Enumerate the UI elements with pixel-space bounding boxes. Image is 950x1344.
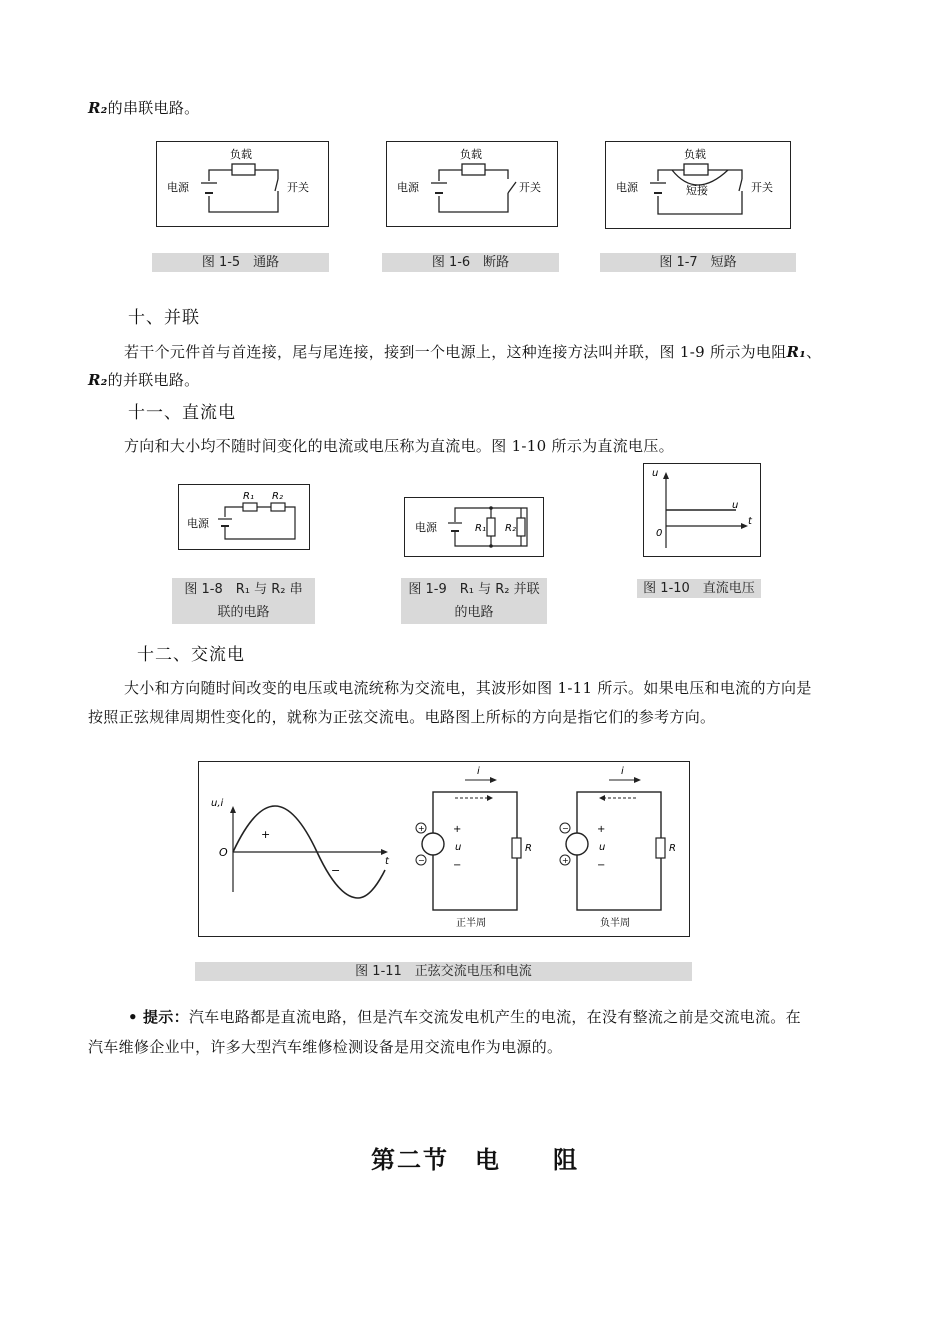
caption-1-5: 图 1-5 通路	[152, 253, 329, 272]
figure-1-9	[404, 497, 544, 557]
load-label: 负载	[460, 148, 482, 161]
figure-1-5	[156, 141, 329, 227]
source-label: 电源	[167, 181, 189, 194]
negative-half-circuit	[560, 766, 676, 929]
svg-text:−: −	[418, 856, 425, 865]
series-label: u	[732, 500, 739, 511]
figure-1-10	[643, 463, 761, 557]
r2-symbol: R₂	[88, 371, 108, 389]
figure-1-8	[178, 484, 310, 550]
switch-closed	[275, 179, 278, 191]
caption-1-8-line2: 联的电路	[217, 605, 270, 620]
positive-half-circuit	[416, 766, 532, 929]
load-label: 负载	[684, 148, 706, 161]
voltage-label: u	[455, 842, 462, 853]
caption-1-8	[172, 578, 315, 624]
intro-text: 的串联电路。	[107, 99, 200, 117]
svg-text:u: u	[599, 842, 606, 853]
switch-label: 开关	[751, 181, 773, 194]
y-label: u	[652, 468, 659, 479]
caption-1-8-line1: 图 1-8 R₁ 与 R₂ 串	[184, 582, 303, 597]
heading-ac: 十二、交流电	[137, 645, 245, 665]
y-label: u,i	[211, 798, 224, 809]
svg-text:R: R	[669, 843, 676, 854]
parallel-paragraph-line2	[88, 366, 199, 395]
positive-half-sign: +	[261, 828, 271, 841]
svg-text:−: −	[453, 860, 462, 871]
tip-line2: 汽车维修企业中，许多大型汽车维修检测设备是用交流电作为电源的。	[88, 1038, 563, 1056]
negative-half-sign: −	[331, 864, 341, 877]
tip-label: 提示：	[142, 1008, 189, 1026]
source-label: 电源	[616, 181, 638, 194]
resistor-r2	[271, 503, 285, 511]
r1-label: R₁	[243, 491, 254, 502]
svg-text:i: i	[621, 766, 624, 777]
tip-bullet: •	[128, 1008, 138, 1026]
x-label: t	[385, 856, 389, 867]
resistor-label: R	[525, 843, 532, 854]
ac-paragraph-line2: 按照正弦规律周期性变化的，就称为正弦交流电。电路图上所标的方向是指它们的参考方向。	[88, 708, 716, 726]
load-resistor	[684, 164, 708, 175]
caption-1-7: 图 1-7 短路	[600, 253, 796, 272]
load-resistor	[462, 164, 485, 175]
r2-label: R₂	[272, 491, 283, 502]
svg-text:+: +	[453, 824, 462, 835]
figure-1-6	[386, 141, 558, 227]
source-label: 电源	[397, 181, 419, 194]
origin-label: 0	[656, 528, 663, 539]
origin-label: O	[219, 846, 228, 859]
resistor-r1	[243, 503, 257, 511]
switch-open	[508, 182, 516, 193]
svg-text:+: +	[562, 856, 569, 865]
figure-1-11	[198, 761, 690, 937]
intro-line	[88, 94, 199, 123]
switch-label: 开关	[519, 181, 541, 194]
caption-1-9-line1: 图 1-9 R₁ 与 R₂ 并联	[408, 582, 540, 597]
heading-dc: 十一、直流电	[128, 403, 236, 423]
tip-line1	[128, 1003, 864, 1032]
source-label: 电源	[415, 521, 437, 534]
caption-1-11: 图 1-11 正弦交流电压和电流	[195, 962, 692, 981]
figure-1-7	[605, 141, 791, 229]
caption-1-9	[401, 578, 547, 624]
caption-1-6: 图 1-6 断路	[382, 253, 559, 272]
r1-label: R₁	[475, 523, 486, 534]
ac-paragraph-line1: 大小和方向随时间改变的电压或电流统称为交流电，其波形如图 1-11 所示。如果电压和电流的方向是	[124, 679, 812, 697]
load-label: 负载	[230, 148, 252, 161]
switch-closed	[739, 179, 742, 191]
current-label: i	[477, 766, 480, 777]
tip-text: 汽车电路都是直流电路，但是汽车交流发电机产生的电流，在没有整流之前是交流电流。在	[188, 1008, 801, 1026]
r2-symbol: R₂	[88, 99, 108, 117]
caption-1-9-line2: 的电路	[454, 605, 494, 620]
svg-text:−: −	[597, 860, 606, 871]
section-title: 第二节 电 阻	[371, 1145, 579, 1174]
caption-1-10: 图 1-10 直流电压	[637, 579, 761, 598]
load-resistor	[232, 164, 255, 175]
parallel-paragraph-line1: 若干个元件首与首连接，尾与尾连接，接到一个电源上，这种连接方法叫并联，图 1-9 所示为电阻R₁、	[124, 343, 822, 361]
resistor-r1	[487, 518, 495, 536]
dc-paragraph: 方向和大小均不随时间变化的电流或电压称为直流电。图 1-10 所示为直流电压。	[124, 437, 674, 455]
source-label: 电源	[187, 517, 209, 530]
r1-symbol: R₁	[786, 343, 807, 361]
positive-half-label: 正半周	[456, 918, 486, 929]
r2-label: R₂	[505, 523, 516, 534]
svg-text:+: +	[418, 824, 425, 833]
heading-parallel: 十、并联	[128, 308, 200, 328]
parallel-text-end: 的并联电路。	[107, 371, 200, 389]
short-label: 短接	[686, 184, 708, 197]
svg-text:−: −	[562, 824, 569, 833]
switch-label: 开关	[287, 181, 309, 194]
parallel-text: 若干个元件首与首连接，尾与尾连接，接到一个电源上，这种连接方法叫并联，图 1-9 所示为电阻	[124, 343, 787, 361]
x-label: t	[748, 516, 752, 527]
svg-text:+: +	[597, 824, 606, 835]
negative-half-label: 负半周	[600, 918, 630, 929]
resistor-r2	[517, 518, 525, 536]
